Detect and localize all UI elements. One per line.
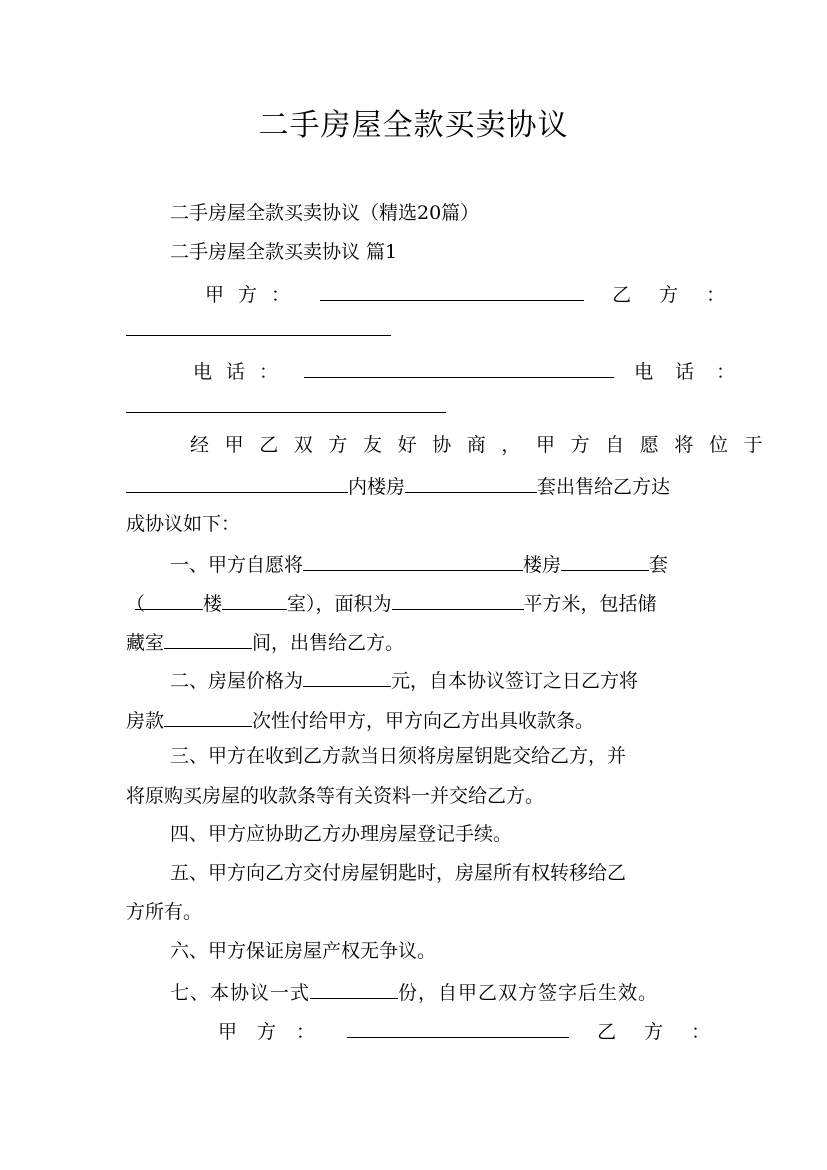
clause-7-text-a: 七、本协议一式 [170,982,311,1004]
clause-1-text-e: 楼 [203,593,223,615]
phone-line [193,357,758,384]
clause-7-text-b: 份，自甲乙双方签字后生效。 [398,982,659,1004]
clause-1-text-i: 间，出售给乙方。 [252,632,405,654]
clause-4: 四、甲方应协助乙方办理房屋登记手续。 [170,823,513,845]
clause-1-text-d: （ [126,593,146,615]
clause-1-blank-b [561,550,649,571]
phone-b-blank [126,392,446,413]
clause-1-text-f: 室），面积为 [287,593,392,615]
phone-a-label: 电话： [193,361,293,383]
clause-1-line-1 [170,550,750,577]
clause-1-blank-c [135,589,203,610]
clause-1-blank-d [222,589,287,610]
clause-1-blank-f [164,628,252,649]
party-b-blank-line [126,315,706,342]
building-blank [405,472,537,493]
clause-1-line-2 [126,589,706,616]
sign-party-a-label: 甲方： [218,1021,336,1043]
clause-5-line-1: 五、甲方向乙方交付房屋钥匙时，房屋所有权转移给乙 [170,862,627,884]
copies-blank [310,978,398,999]
clause-1-text-c: 套 [649,554,669,576]
sign-party-b-label: 乙方： [597,1021,739,1043]
intro-text-a: 内楼房 [348,476,406,498]
clause-2-text-c: 房款 [126,710,165,732]
clause-3-line-2: 将原购买房屋的收款条等有关资料一并交给乙方。 [126,785,545,807]
clause-6: 六、甲方保证房屋产权无争议。 [170,940,437,962]
phone-b-label: 电话： [634,361,758,383]
location-blank [126,472,348,493]
intro-line-1: 经甲乙双方友好协商，甲方自愿将位于 [190,434,779,456]
clause-1-text-h: 藏室 [126,632,165,654]
clause-1-blank-e [392,589,524,610]
clause-1-line-3 [126,628,706,655]
price-blank [303,666,391,687]
clause-2-text-b: 元，自本协议签订之日乙方将 [391,670,639,692]
subtitle: 二手房屋全款买卖协议（精选20篇） [170,202,480,224]
clause-2-text-d: 次性付给甲方，甲方向乙方出具收款条。 [252,710,595,732]
clause-1-blank-a [303,550,523,571]
clause-2-line-2 [126,706,706,733]
clause-1-text-b: 楼房 [523,554,562,576]
intro-line-3: 成协议如下： [126,513,241,535]
phone-b-blank-line [126,392,706,419]
intro-text-b: 套出售给乙方达 [537,476,671,498]
document-title: 二手房屋全款买卖协议 [258,108,569,143]
intro-line-2 [126,472,706,499]
party-a-label: 甲方： [205,284,305,306]
party-a-blank [320,280,584,301]
clause-1-text-g: 平方米，包括储 [523,593,657,615]
clause-7 [170,978,750,1005]
sign-party-a-blank [347,1017,569,1038]
party-line [205,280,754,307]
clause-2-line-1 [170,666,750,693]
clause-3-line-1: 三、甲方在收到乙方款当日须将房屋钥匙交给乙方，并 [170,745,627,767]
clause-5-line-2: 方所有。 [126,901,203,923]
phone-a-blank [304,357,614,378]
section-heading: 二手房屋全款买卖协议 篇1 [170,241,398,263]
party-b-label: 乙方： [612,284,754,306]
clause-1-text-a: 一、甲方自愿将 [170,554,304,576]
signature-line [218,1017,739,1044]
payment-count-blank [164,706,252,727]
party-b-blank [126,315,391,336]
clause-2-text-a: 二、房屋价格为 [170,670,304,692]
